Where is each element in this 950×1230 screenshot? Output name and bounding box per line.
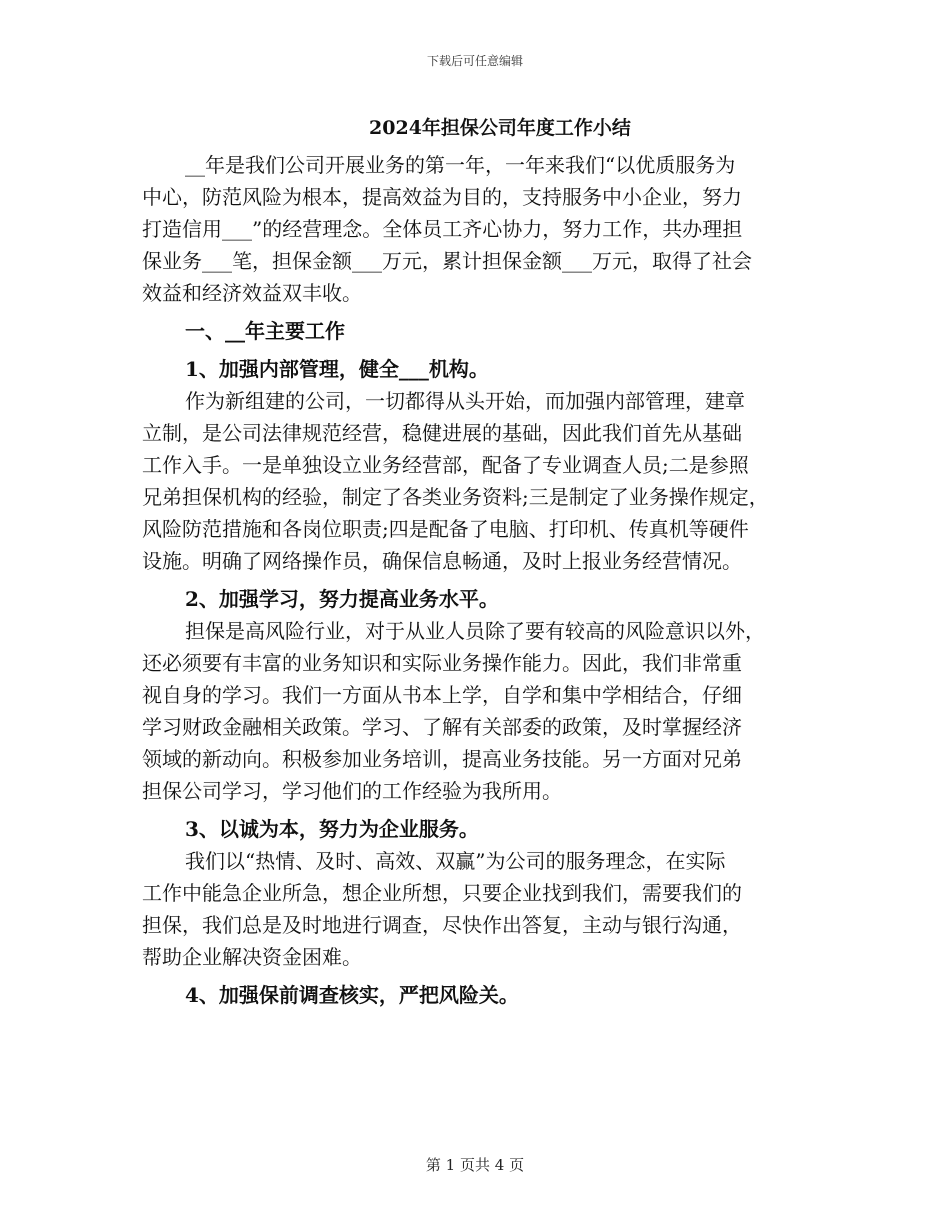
page-header-note: 下载后可任意编辑 [426, 54, 523, 68]
paragraph-line: 视自身的学习。我们一方面从书本上学，自学和集中学相结合，仔细 [142, 683, 742, 707]
paragraph-line: 保业务___笔，担保金额___万元，累计担保金额___万元，取得了社会 [142, 249, 752, 273]
section-heading: 一、__年主要工作 [185, 319, 345, 343]
paragraph-line: 兄弟担保机构的经验，制定了各类业务资料;三是制定了业务操作规定， [142, 485, 769, 509]
subheading-2: 2、加强学习，努力提高业务水平。 [185, 587, 499, 611]
paragraph-line: 帮助企业解决资金困难。 [142, 945, 362, 969]
paragraph-line: 还必须要有丰富的业务知识和实际业务操作能力。因此，我们非常重 [142, 651, 742, 675]
subheading-3: 3、以诚为本，努力为企业服务。 [185, 817, 479, 841]
paragraph-line: 工作入手。一是单独设立业务经营部，配备了专业调查人员;二是参照 [142, 453, 749, 477]
paragraph-line: 效益和经济效益双丰收。 [142, 281, 362, 305]
paragraph-line: 作为新组建的公司，一切都得从头开始，而加强内部管理，建章 [185, 389, 745, 413]
paragraph-line: 担保，我们总是及时地进行调查，尽快作出答复，主动与银行沟通， [142, 913, 742, 937]
document-title: 2024年担保公司年度工作小结 [369, 117, 631, 139]
paragraph-line: 领域的新动向。积极参加业务培训，提高业务技能。另一方面对兄弟 [142, 747, 742, 771]
paragraph-line: 设施。明确了网络操作员，确保信息畅通，及时上报业务经营情况。 [142, 549, 742, 573]
paragraph-line: 风险防范措施和各岗位职责;四是配备了电脑、打印机、传真机等硬件 [142, 517, 749, 541]
paragraph-line: 我们以“热情、及时、高效、双赢”为公司的服务理念，在实际 [185, 849, 726, 873]
subheading-1: 1、加强内部管理，健全___机构。 [185, 357, 489, 381]
paragraph-line: 中心，防范风险为根本，提高效益为目的，支持服务中小企业，努力 [142, 185, 742, 209]
subheading-4: 4、加强保前调查核实，严把风险关。 [185, 983, 519, 1007]
paragraph-line: 学习财政金融相关政策。学习、了解有关部委的政策，及时掌握经济 [142, 715, 742, 739]
document-body [142, 149, 822, 1011]
paragraph-line: 立制，是公司法律规范经营，稳健进展的基础，因此我们首先从基础 [142, 421, 742, 445]
paragraph-line: 担保公司学习，学习他们的工作经验为我所用。 [142, 779, 562, 803]
paragraph-line: 担保是高风险行业，对于从业人员除了要有较高的风险意识以外， [185, 619, 765, 643]
page-number: 第 1 页共 4 页 [425, 1156, 525, 1174]
paragraph-line: 工作中能急企业所急，想企业所想，只要企业找到我们，需要我们的 [142, 881, 742, 905]
paragraph-line: __年是我们公司开展业务的第一年，一年来我们“以优质服务为 [185, 153, 736, 177]
paragraph-line: 打造信用___”的经营理念。全体员工齐心协力，努力工作，共办理担 [142, 217, 743, 241]
